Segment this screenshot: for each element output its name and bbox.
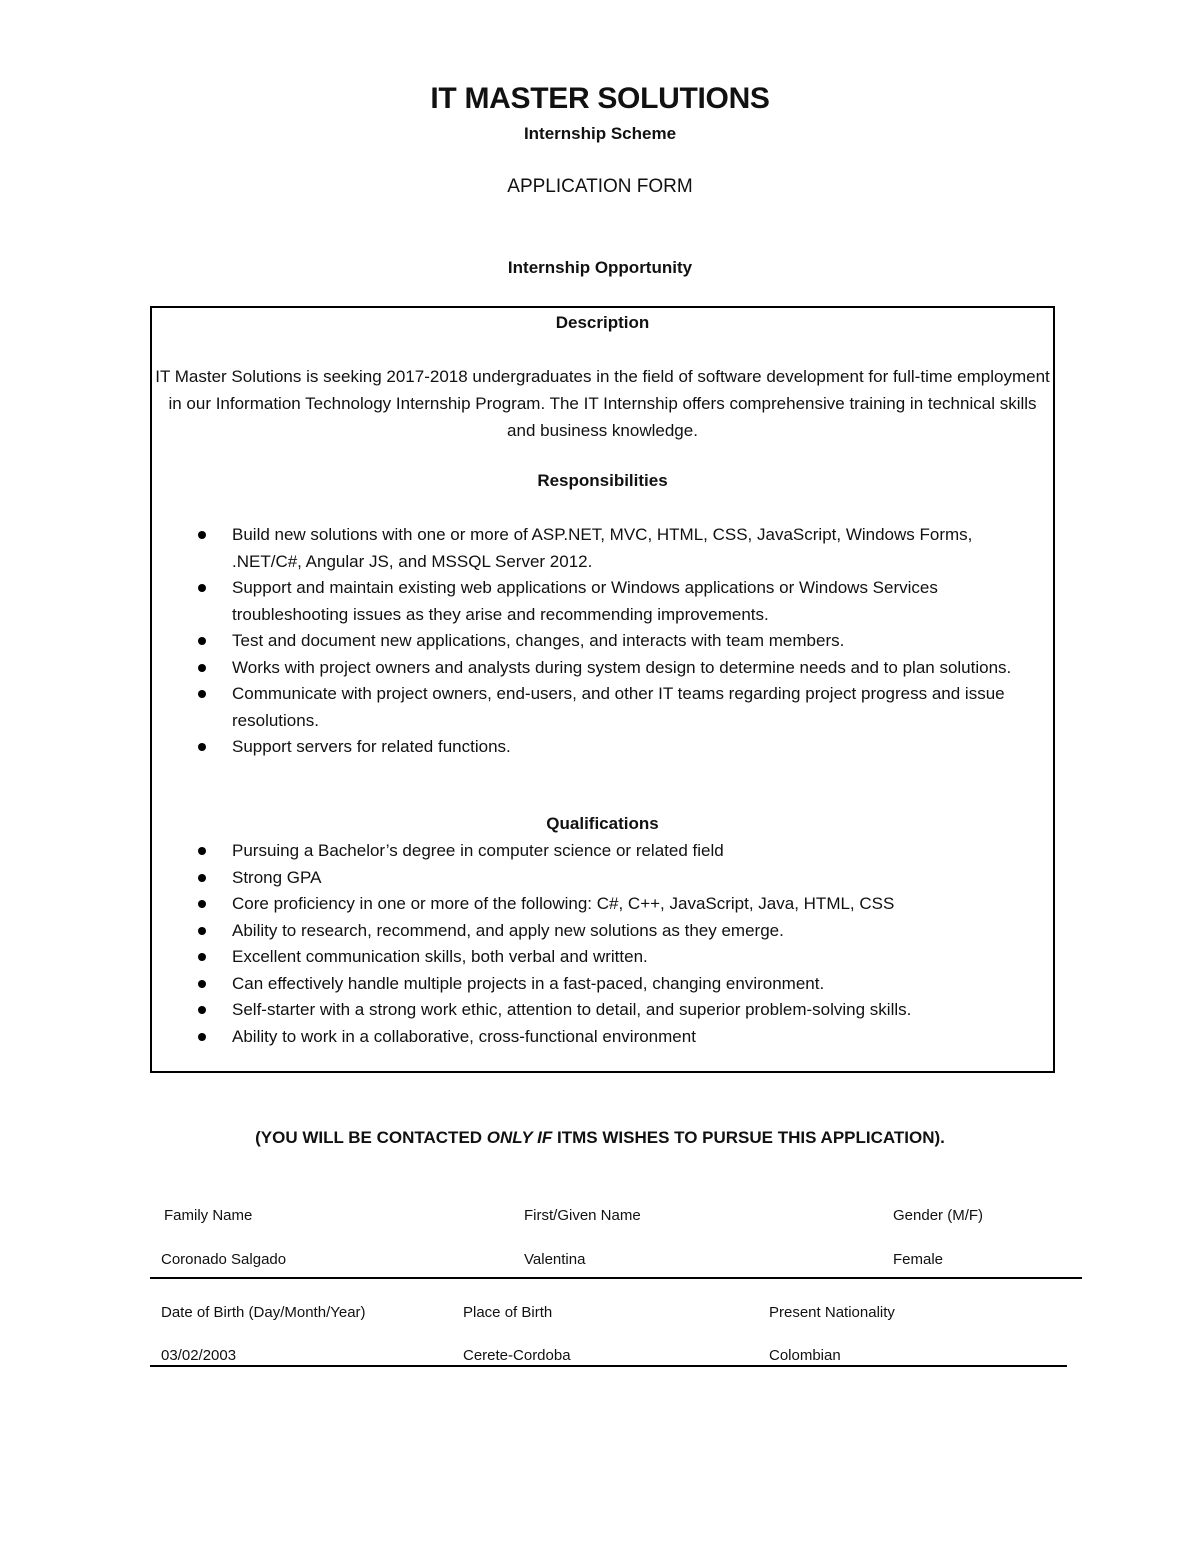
bullet-icon — [198, 927, 206, 935]
divider — [150, 1365, 1067, 1367]
list-item — [152, 734, 1053, 761]
dob-value: 03/02/2003 — [161, 1347, 237, 1364]
list-item — [152, 1024, 1053, 1051]
dob-label: Date of Birth (Day/Month/Year) — [161, 1304, 366, 1321]
bullet-icon — [198, 743, 206, 751]
form-title: APPLICATION FORM — [507, 176, 693, 197]
pob-label: Place of Birth — [463, 1304, 553, 1321]
list-item — [152, 944, 1053, 971]
responsibilities-list — [152, 522, 1053, 761]
bullet-icon — [198, 637, 206, 645]
scheme-subtitle: Internship Scheme — [523, 124, 677, 143]
family-name-value: Coronado Salgado — [161, 1251, 287, 1268]
family-name-label: Family Name — [164, 1207, 253, 1224]
list-item-text: Strong GPA — [232, 867, 322, 887]
bullet-icon — [198, 1033, 206, 1041]
company-title: IT MASTER SOLUTIONS — [430, 82, 770, 115]
bullet-icon — [198, 584, 206, 592]
bullet-icon — [198, 980, 206, 988]
bullet-icon — [198, 900, 206, 908]
bullet-icon — [198, 874, 206, 882]
list-item — [152, 918, 1053, 945]
list-item — [152, 838, 1053, 865]
list-item-text: Ability to research, recommend, and apply new solutions as they emerge. — [232, 920, 784, 940]
list-item-text: Pursuing a Bachelor’s degree in computer science or related field — [232, 841, 724, 860]
bullet-icon — [198, 531, 206, 539]
nationality-label: Present Nationality — [769, 1304, 895, 1321]
list-item-text: Build new solutions with one or more of ASP.NET, MVC, HTML, CSS, JavaScript, Windows Forms, .NET/C#, Angular JS, and MSSQL Server 2012. — [232, 525, 973, 571]
list-item-text: Excellent communication skills, both verbal and written. — [232, 947, 648, 966]
qualifications-heading: Qualifications — [546, 814, 659, 833]
first-name-label: First/Given Name — [524, 1207, 641, 1224]
list-item-text: Can effectively handle multiple projects in a fast-paced, changing environment. — [232, 973, 825, 993]
list-item — [152, 997, 1053, 1024]
list-item-text: Support servers for related functions. — [232, 737, 511, 756]
bullet-icon — [198, 953, 206, 961]
pob-value: Cerete-Cordoba — [463, 1347, 571, 1364]
list-item-text: Test and document new applications, changes, and interacts with team members. — [232, 631, 845, 650]
list-item-text: Self-starter with a strong work ethic, attention to detail, and superior problem-solving skills. — [232, 1000, 912, 1019]
responsibilities-heading: Responsibilities — [537, 471, 668, 490]
description-heading: Description — [555, 313, 650, 332]
list-item — [152, 971, 1053, 998]
contact-note-emphasis: ONLY IF — [486, 1128, 553, 1147]
contact-note-after: ITMS WISHES TO PURSUE THIS APPLICATION). — [552, 1128, 945, 1147]
gender-value: Female — [893, 1251, 944, 1268]
list-item-text: Support and maintain existing web applications or Windows applications or Windows Services troubleshooting issues as they arise and recommending improvements. — [232, 578, 938, 624]
divider — [150, 1277, 1082, 1279]
list-item — [152, 522, 1053, 575]
description-text: IT Master Solutions is seeking 2017-2018 undergraduates in the field of software development for full-time employment in our Information Technology Internship Program. The IT Internship offers comprehensive training in technical skills and business knowledge. — [155, 367, 1050, 440]
first-name-value: Valentina — [524, 1251, 586, 1268]
gender-label: Gender (M/F) — [893, 1207, 984, 1224]
bullet-icon — [198, 1006, 206, 1014]
nationality-value: Colombian — [769, 1347, 841, 1364]
contact-note-before: (YOU WILL BE CONTACTED — [255, 1128, 487, 1147]
bullet-icon — [198, 664, 206, 672]
bullet-icon — [198, 690, 206, 698]
contact-note — [0, 1128, 1200, 1148]
list-item-text: Communicate with project owners, end-users, and other IT teams regarding project progress and issue resolutions. — [232, 684, 1005, 730]
list-item — [152, 865, 1053, 892]
bullet-icon — [198, 847, 206, 855]
opportunity-box — [150, 306, 1055, 1073]
list-item — [152, 575, 1053, 628]
qualifications-list — [152, 838, 1053, 1050]
list-item — [152, 681, 1053, 734]
list-item-text: Core proficiency in one or more of the following: C#, C++, JavaScript, Java, HTML, CSS — [232, 894, 895, 913]
list-item-text: Ability to work in a collaborative, cross-functional environment — [232, 1026, 696, 1046]
list-item-text: Works with project owners and analysts during system design to determine needs and to plan solutions. — [232, 657, 1012, 677]
list-item — [152, 891, 1053, 918]
list-item — [152, 628, 1053, 655]
section-title: Internship Opportunity — [507, 258, 693, 277]
list-item — [152, 655, 1053, 682]
